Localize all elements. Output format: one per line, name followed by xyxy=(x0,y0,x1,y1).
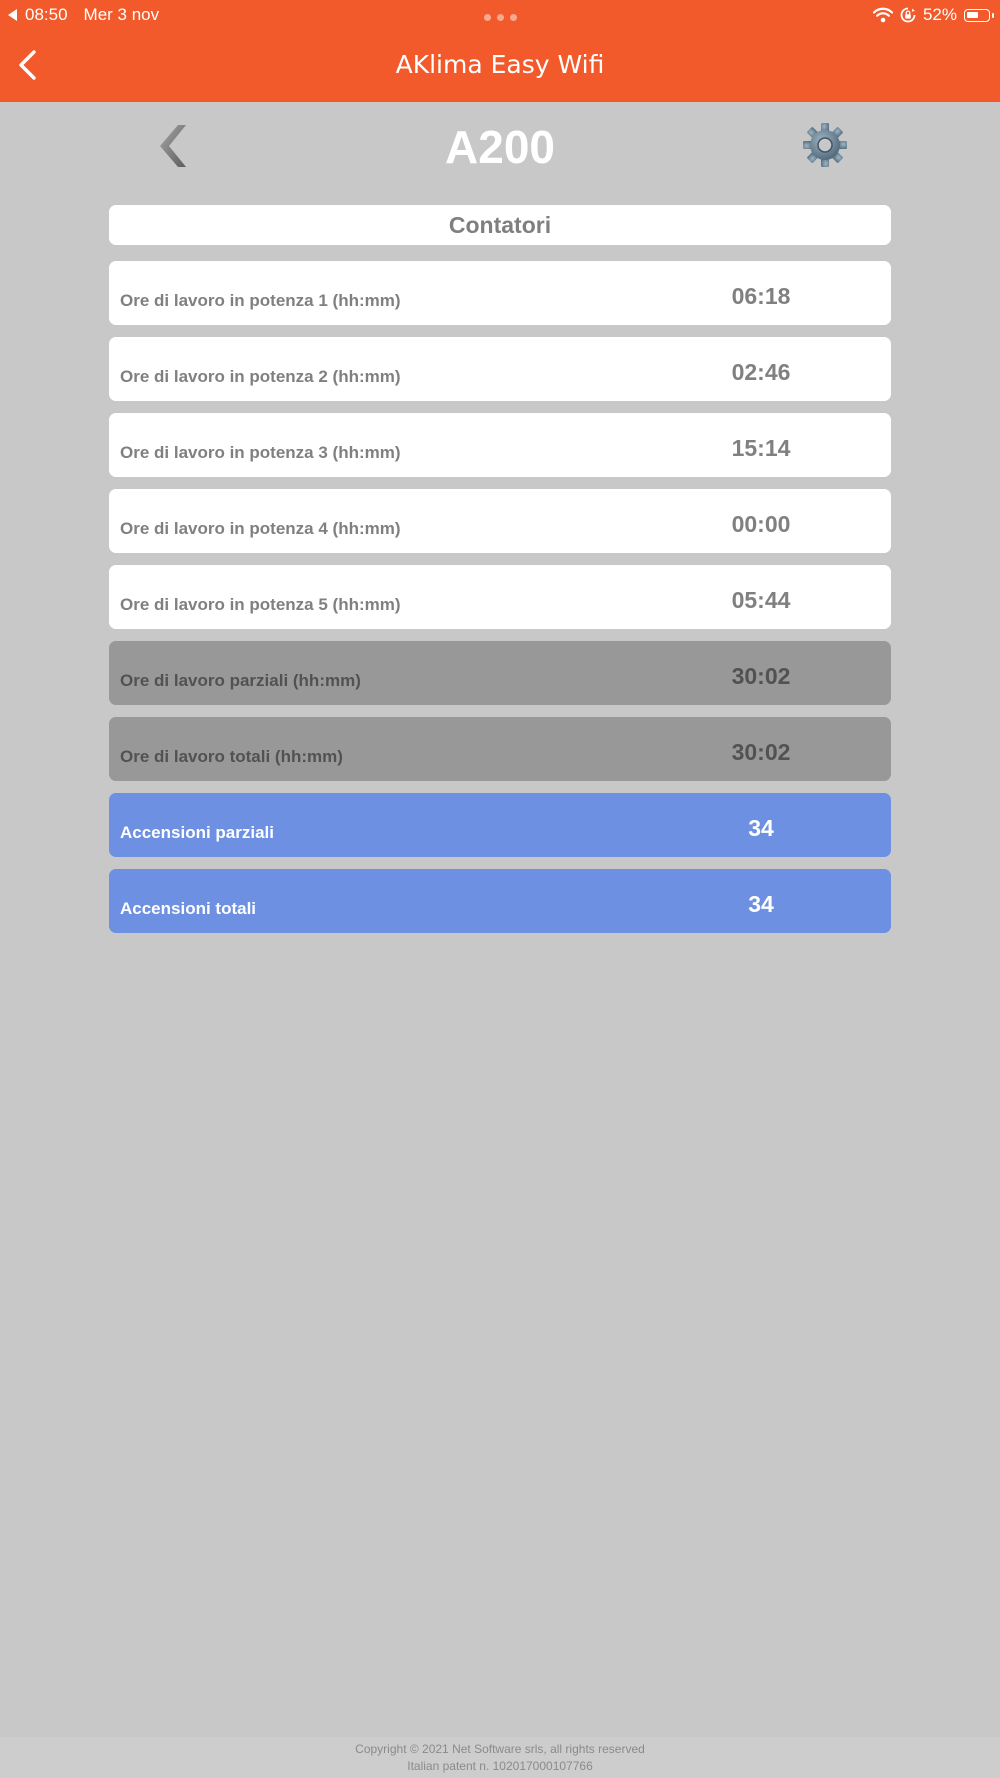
footer-patent: Italian patent n. 102017000107766 xyxy=(407,1759,593,1773)
counter-label: Accensioni totali xyxy=(120,899,257,918)
counter-label: Ore di lavoro parziali (hh:mm) xyxy=(120,671,361,690)
battery-icon xyxy=(964,9,990,22)
status-bar-left xyxy=(8,4,159,26)
counter-value: 34 xyxy=(748,891,774,917)
counter-value: 15:14 xyxy=(731,435,791,461)
counter-value: 02:46 xyxy=(731,359,791,385)
app-title: AKlima Easy Wifi xyxy=(395,50,605,79)
counter-row-total-ignitions xyxy=(109,869,891,933)
counter-value: 00:00 xyxy=(731,511,791,537)
app-header xyxy=(0,0,1000,102)
counter-value: 30:02 xyxy=(731,663,791,689)
status-back-icon[interactable] xyxy=(8,9,17,21)
counter-row-power-3 xyxy=(109,413,891,477)
counter-value: 34 xyxy=(748,815,774,841)
battery-percentage: 52% xyxy=(922,5,957,24)
wifi-icon xyxy=(873,7,893,23)
orientation-lock-icon xyxy=(900,7,916,23)
footer-copyright: Copyright © 2021 Net Software srls, all rights reserved xyxy=(355,1742,645,1756)
device-name: A200 xyxy=(445,121,555,173)
counter-row-partial-ignitions xyxy=(109,793,891,857)
counter-label: Accensioni parziali xyxy=(120,823,274,842)
counter-label: Ore di lavoro in potenza 4 (hh:mm) xyxy=(120,519,401,538)
counter-row-power-4 xyxy=(109,489,891,553)
footer xyxy=(0,1737,1000,1778)
counter-row-power-1 xyxy=(109,261,891,325)
counter-label: Ore di lavoro totali (hh:mm) xyxy=(120,747,343,766)
counter-value: 05:44 xyxy=(731,587,791,613)
counter-row-total-hours xyxy=(109,717,891,781)
gear-icon[interactable] xyxy=(802,122,848,168)
counter-value: 06:18 xyxy=(731,283,791,309)
counter-value: 30:02 xyxy=(731,739,791,765)
status-time: 08:50 xyxy=(25,5,68,24)
multitasking-dots-icon[interactable] xyxy=(484,14,517,21)
counter-row-power-2 xyxy=(109,337,891,401)
previous-device-chevron-icon[interactable] xyxy=(154,122,194,170)
counter-row-power-5 xyxy=(109,565,891,629)
status-bar-right xyxy=(873,4,990,26)
counter-label: Ore di lavoro in potenza 3 (hh:mm) xyxy=(120,443,401,462)
counter-label: Ore di lavoro in potenza 1 (hh:mm) xyxy=(120,291,401,310)
counter-row-partial-hours xyxy=(109,641,891,705)
status-date: Mer 3 nov xyxy=(83,5,160,24)
counter-label: Ore di lavoro in potenza 5 (hh:mm) xyxy=(120,595,401,614)
counter-label: Ore di lavoro in potenza 2 (hh:mm) xyxy=(120,367,401,386)
section-title: Contatori xyxy=(109,205,891,245)
